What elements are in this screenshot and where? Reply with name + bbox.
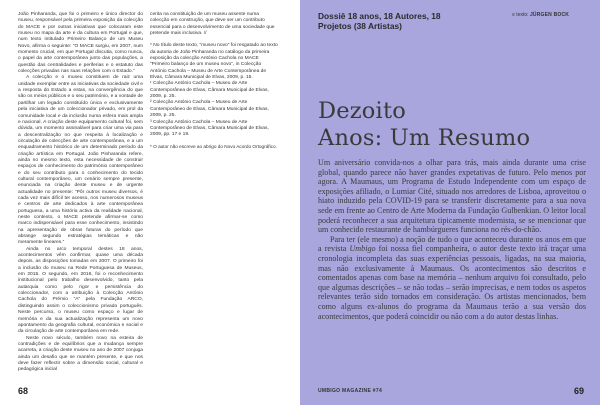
left-page-column-1 — [18, 12, 143, 374]
text-run: foi nossa fiel companheira, o autor deste texto irá traçar uma cronologia incompleta das suas experiências pessoais, ligadas, na sua maioria, mas não exclusivamente à Maumaus. Os acontecimentos são descritos e comentados apenas com base na memória – nenhum arquivo foi consultado, pelo que algumas descrições – se não todas – serão imprecisas, e nem todos os aspetos relevantes terão sido tornados em consideração. Os artistas mencionados, bem como alguns ex-alunos do programa da Maumaus terão a sua versão dos acontecimentos, que poderá coincidir ou não com a do autor destas linhas. — [318, 244, 587, 321]
paragraph — [318, 235, 586, 321]
page-number-left: 68 — [18, 386, 29, 396]
footnote: ¹ Colecção António Cachola – Museu de Arte Contemporânea de Elvas, Câmara Municipal de Elvas, 2009, p. 25. — [150, 81, 269, 100]
orthography-note: * O autor não escreve ao abrigo do Novo Acordo Ortográfico. — [150, 143, 277, 149]
footnote: ² Colecção António Cachola – Museu de Arte Contemporâneo de Elvas, Câmara Municipal de Elvas, 2009, p. 25. — [150, 100, 269, 119]
text-run: Para ter (ele mesmo) a noção de tudo o que aconteceu durante os anos em que a revista — [318, 234, 586, 254]
closing-paragraph: cerita na constituição de um museu assente numa colecção em construção, que deve ser um contributo essencial para o desenvolvimento de uma sociedade que pretende mais inclusiva. // — [150, 12, 275, 37]
left-page-column-2 — [150, 12, 278, 150]
footnote: ³ Colecção António Cachola – Museu de Arte Contemporâneo de Elvas, Câmara Municipal de Elvas, 2009, pp. 17 e 19. — [150, 119, 269, 138]
paragraph: Neste novo século, também novo na esteira de contradições e de equilíbrios que a mudança sempre acarreta, a criação deste museu no ano de 2007 conjuga ainda um desafio que se mantém presente, e que nos deve fazer reflectir sobre a dimensão social, cultural e pedagógica inicial — [18, 335, 143, 373]
title-line-2: Anos: Um Resumo — [318, 125, 531, 151]
footnote: * No título deste texto, “museu novo” foi resgatado ao texto da autoria de João Pinharanda no catálogo da primeira exposição da colecção António Cachola no MACE “Primeiro balanço de um museu novo”, in Colecção António Cachola – Museu de Arte Contemporânea de Elvas, Câmara Municipal de Elvas, 2009, p. 15. — [150, 43, 278, 81]
magazine-name: Umbigo — [349, 244, 376, 254]
article-body — [318, 158, 586, 321]
author-credit — [512, 12, 569, 18]
title-line-1: Dezoito — [318, 98, 406, 124]
paragraph: Um aniversário convida-nos a olhar para trás, mais ainda durante uma crise global, quando parece não haver grandes expetativas de futuro. Pelo menos por agora. A Maumaus, um Programa de Estudo Independente com um espaço de exposições afiliado, o Lumiar Cité, situado nos arredores de Lisboa, aproveitou o hiato induzido pela COVID-19 para se transferir discretamente para a sua nova sede em frente ao Centro de Arte Moderna da Fundação Gulbenkian. O leitor local poderá reconhecer a sua arquitetura tipicamente modernista, se se mencionar que um conhecido restaurante de hambúrgueres funciona no rés-do-chão. — [318, 158, 586, 235]
author-name: JÜRGEN BOCK — [529, 12, 570, 18]
paragraph: A colecção e o museu constituem de raiz uma unidade exemplar entre as iniciativas da sociedade civil e a resposta do Estado a estas, na convergência do que são os meios públicos e o seu património, e a vontade de partilhar um legado constituído única e exclusivamente pela iniciativa de um coleccionador privado, em prol da comunidade local e da inclusão numa esfera mais ampla e nacional. A criação deste equipamento cultural foi, sem dúvida, um momento assinalável para criar uma via para a descentralização no que respeita à localização e circulação de colecções de arte contemporânea, e a um enquadramento histórico de um determinado período da criação artística em Portugal. João Pinharanda refere, ainda no mesmo texto, esta necessidade de construir espaços de conhecimento do património contemporâneo e do seu contributo para o conhecimento do tecido cultural contemporâneo, um cenário sempre presente, enunciada na criação deste museu e de urgente actualidade no presente: “Pôr outros museu diversos, é cada vez mais difícil ter acesso, nos numerosos museus e centros de arte dedicados à arte contemporânea portuguesa, a uma história activa da realidade nacional, neste contexto, o MACE pretende afirmar-se como marco indispensável para esse conhecimento, insistindo na apresentação de obras futuras do período que abrange segundo estratégias temáticas e não meramente lineares.” — [18, 75, 143, 246]
paragraph: Ainda no arco temporal destes 18 anos, acontecimentos vêm confirmar, quase uma década depois, as disposições tomadas em 2007. O primeiro foi a inclusão do museu na Rede Portuguesa de Museus, em 2015. O segundo, em 2016, foi o reconhecimento institucional pelo trabalho desenvolvido, tanto pela autarquia como pelo rigor e persistência do coleccionador, com a atribuição à Colecção António Cachola do Prémio “A” pela Fundação ARCO, distinguindo assim o coleccionismo privado português. Neste percurso, o museu como espaço e lugar de memória e da sua actualização representa um novo apontamento da geografia cultural, económica e social e da circulação de arte contemporânea em rede. — [18, 246, 143, 335]
footnotes — [150, 43, 278, 138]
paragraph: João Pinharanda, que foi o primeiro e único director do museu, responsável pela primeira exposição da colecção do MACE e por outras iniciativas que colocaram este museu no mapa da arte e da cultura em Portugal e que, num texto intitulado Primeiro Balanço de um Museu Novo, afirma o seguinte: “O MACE surgiu, em 2007, num momento crucial, em que Portugal discutia, como nunca, o papel da arte contemporânea junto das populações, a questão das centralidades e periferias e o estatuto das colecções privadas nas suas relações com o Estado.” — [18, 12, 143, 75]
dossier-header: Dossiê 18 anos, 18 Autores, 18 Projetos (38 Artistas) — [318, 11, 441, 31]
credit-prefix: ≡ texto: — [512, 12, 529, 18]
page-number-right: 69 — [574, 386, 585, 396]
article-title — [318, 98, 588, 152]
magazine-issue: UMBIGO MAGAZINE #74 — [318, 388, 383, 394]
